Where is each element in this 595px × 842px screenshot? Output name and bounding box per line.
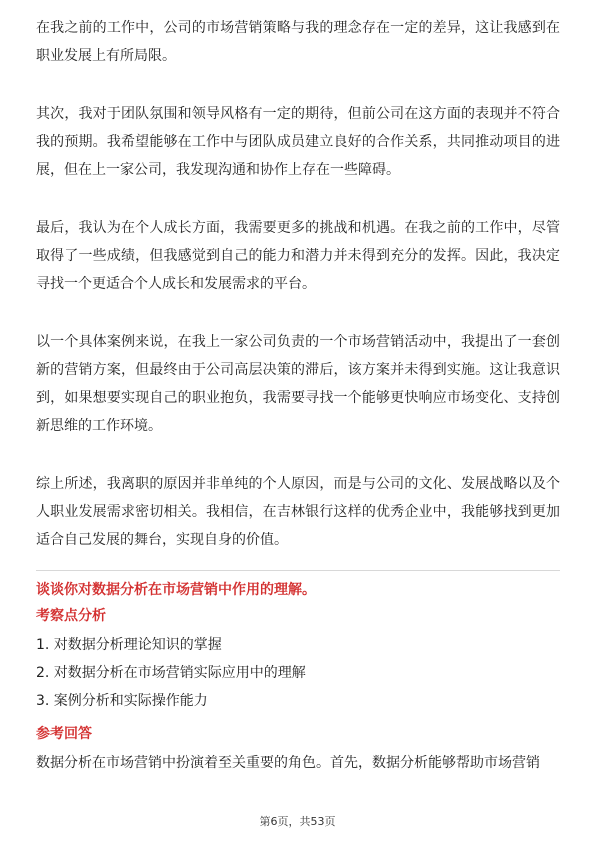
answer-text: 数据分析在市场营销中扮演着至关重要的角色。首先，数据分析能够帮助市场营销 <box>36 755 540 771</box>
paragraph-3: 最后，我认为在个人成长方面，我需要更多的挑战和机遇。在我之前的工作中，尽管取得了一些成绩，但我感觉到自己的能力和潜力并未得到充分的发挥。因此，我决定寻找一个更适合个人成长和发展需求的平台。 <box>36 220 560 292</box>
analysis-point: 2. 对数据分析在市场营销实际应用中的理解 <box>36 665 306 681</box>
paragraph-4: 以一个具体案例来说，在我上一家公司负责的一个市场营销活动中，我提出了一套创新的营销方案，但最终由于公司高层决策的滞后，该方案并未得到实施。这让我意识到，如果想要实现自己的职业抱负，我需要寻找一个能够更快响应市场变化、支持创新思维的工作环境。 <box>36 334 560 434</box>
analysis-point: 3. 案例分析和实际操作能力 <box>36 693 208 709</box>
question-heading: 谈谈你对数据分析在市场营销中作用的理解。 <box>36 582 316 598</box>
paragraph-5: 综上所述，我离职的原因并非单纯的个人原因，而是与公司的文化、发展战略以及个人职业发展需求密切相关。我相信，在吉林银行这样的优秀企业中，我能够找到更加适合自己发展的舞台，实现自身的价值。 <box>36 476 560 548</box>
section-divider <box>36 570 560 571</box>
analysis-heading: 考察点分析 <box>36 608 106 624</box>
page-footer: 第6页，共53页 <box>259 815 336 828</box>
analysis-points-list <box>36 631 560 715</box>
answer-heading: 参考回答 <box>36 726 92 742</box>
analysis-point: 1. 对数据分析理论知识的掌握 <box>36 637 222 653</box>
paragraph-2: 其次，我对于团队氛围和领导风格有一定的期待，但前公司在这方面的表现并不符合我的预期。我希望能够在工作中与团队成员建立良好的合作关系，共同推动项目的进展，但在上一家公司，我发现沟通和协作上存在一些障碍。 <box>36 106 560 178</box>
document-body <box>36 14 560 777</box>
paragraph-1: 在我之前的工作中，公司的市场营销策略与我的理念存在一定的差异，这让我感到在职业发展上有所局限。 <box>36 20 560 64</box>
